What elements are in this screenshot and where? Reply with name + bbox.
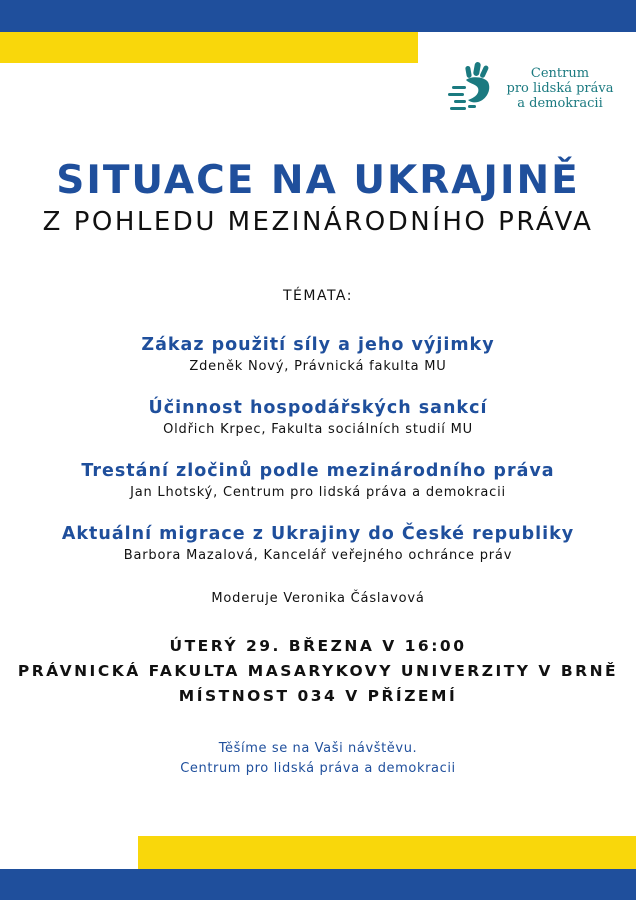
top-yellow-bar: [0, 32, 418, 63]
logo-line-1: Centrum: [530, 66, 590, 81]
closing-organization: Centrum pro lidská práva a demokracii: [180, 761, 456, 776]
topic-item: [0, 396, 636, 439]
page-subtitle: Z POHLEDU MEZINÁRODNÍHO PRÁVA: [42, 207, 594, 237]
hand-print-icon: [448, 58, 496, 118]
topic-item: [0, 522, 636, 565]
topic-title: Účinnost hospodářských sankcí: [148, 398, 488, 418]
topic-title: Trestání zločinů podle mezinárodního práva: [81, 461, 555, 481]
event-room: MÍSTNOST 034 V PŘÍZEMÍ: [178, 687, 458, 705]
organization-logo: [448, 58, 618, 118]
topic-item: [0, 333, 636, 376]
topic-title: Zákaz použití síly a jeho výjimky: [141, 335, 495, 355]
topics-heading: TÉMATA:: [283, 288, 353, 304]
topic-speaker: Oldřich Krpec, Fakulta sociálních studií MU: [163, 422, 473, 437]
bottom-blue-bar: [0, 869, 636, 900]
topic-speaker: Zdeněk Nový, Právnická fakulta MU: [189, 359, 447, 374]
bottom-yellow-bar: [138, 836, 636, 869]
topic-item: [0, 459, 636, 502]
moderator-line: Moderuje Veronika Čáslavová: [211, 591, 425, 606]
logo-line-2: pro lidská práva: [506, 81, 614, 96]
logo-text: [500, 66, 620, 111]
topic-speaker: Barbora Mazalová, Kancelář veřejného ochránce práv: [123, 548, 513, 563]
event-date-time: ÚTERÝ 29. BŘEZNA V 16:00: [169, 637, 467, 655]
closing-greeting: Těšíme se na Vaši návštěvu.: [218, 741, 418, 756]
topic-speaker: Jan Lhotský, Centrum pro lidská práva a demokracii: [130, 485, 506, 500]
event-venue: PRÁVNICKÁ FAKULTA MASARYKOVY UNIVERZITY V BRNĚ: [17, 662, 619, 680]
top-blue-bar: [0, 0, 636, 32]
logo-line-3: a demokracii: [517, 96, 603, 111]
page-title: SITUACE NA UKRAJINĚ: [56, 158, 580, 203]
topic-title: Aktuální migrace z Ukrajiny do České republiky: [61, 524, 575, 544]
